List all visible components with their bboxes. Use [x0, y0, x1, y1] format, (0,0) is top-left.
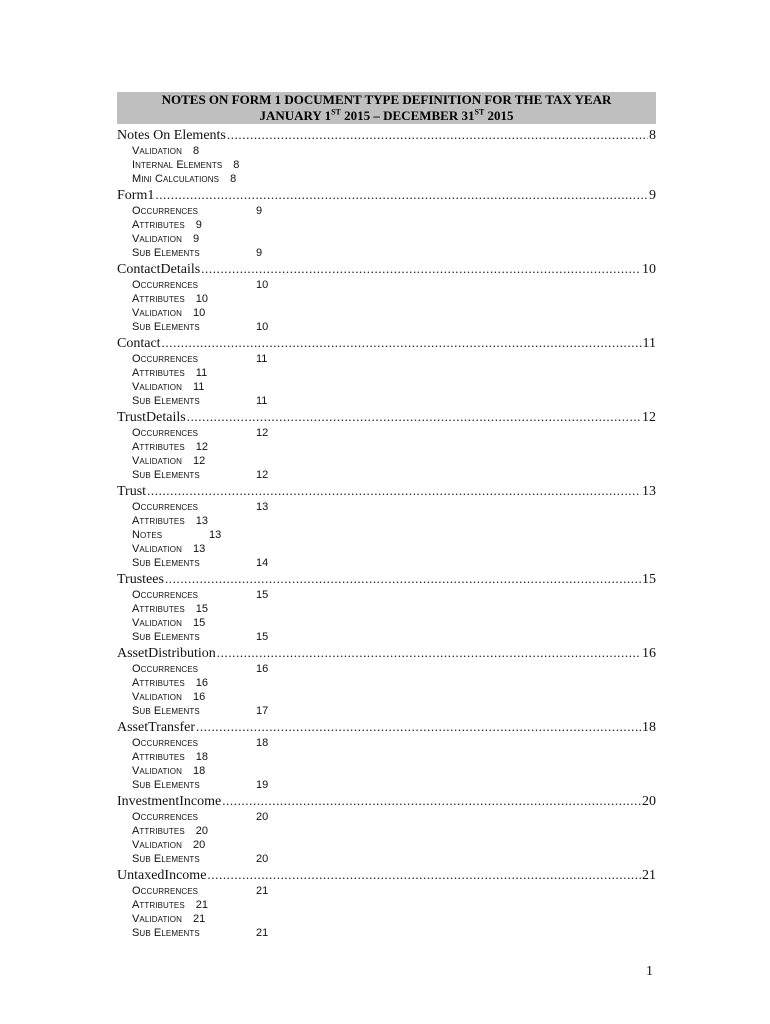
toc-subentry-label: Attributes — [132, 515, 185, 527]
table-of-contents — [117, 126, 656, 940]
toc-subentry-page: 21 — [192, 913, 206, 925]
toc-entry-page: 11 — [642, 336, 656, 351]
toc-subentry-label: Sub Elements — [132, 631, 200, 643]
toc-subentry[interactable] — [132, 912, 656, 926]
toc-subentry-page: 20 — [256, 853, 269, 865]
toc-subentry-label: Attributes — [132, 293, 185, 305]
toc-subentry-page: 8 — [230, 173, 237, 185]
toc-subentry-page: 20 — [256, 811, 269, 823]
title-superscript-2: ST — [474, 107, 485, 117]
toc-entry[interactable] — [117, 260, 656, 278]
toc-entry-title: UntaxedIncome — [117, 868, 207, 883]
toc-subentry[interactable] — [132, 736, 656, 750]
toc-subentry[interactable] — [132, 556, 656, 570]
toc-entry-title: Trust — [117, 484, 147, 499]
toc-subentry[interactable] — [132, 468, 656, 482]
toc-subentries — [132, 500, 656, 570]
toc-subentry-label: Validation — [132, 381, 182, 393]
toc-subentry[interactable] — [132, 500, 656, 514]
toc-subentry[interactable] — [132, 292, 656, 306]
toc-subentry[interactable] — [132, 898, 656, 912]
toc-subentry[interactable] — [132, 542, 656, 556]
toc-subentry-page: 15 — [192, 617, 206, 629]
toc-subentry-label: Attributes — [132, 825, 185, 837]
document-title — [117, 92, 656, 124]
toc-subentry-page: 13 — [256, 501, 269, 513]
dot-leader — [201, 260, 641, 279]
title-superscript-1: ST — [331, 107, 341, 117]
toc-subentry-label: Sub Elements — [132, 321, 200, 333]
dot-leader — [155, 186, 648, 205]
page-number: 1 — [646, 964, 653, 979]
toc-subentry[interactable] — [132, 306, 656, 320]
toc-subentries — [132, 810, 656, 866]
toc-subentry-label: Occurrences — [132, 589, 199, 601]
toc-entry[interactable] — [117, 482, 656, 500]
toc-entry-page: 20 — [642, 794, 656, 809]
toc-subentry[interactable] — [132, 380, 656, 394]
toc-subentry-label: Attributes — [132, 677, 185, 689]
toc-subentry[interactable] — [132, 824, 656, 838]
toc-subentry-page: 18 — [195, 751, 209, 763]
toc-subentry-page: 12 — [256, 427, 269, 439]
toc-entry[interactable] — [117, 866, 656, 884]
toc-subentry-page: 11 — [192, 381, 205, 393]
dot-leader — [217, 644, 641, 663]
dot-leader — [187, 408, 641, 427]
toc-subentry-page: 9 — [195, 219, 202, 231]
toc-entry-title: ContactDetails — [117, 262, 201, 277]
toc-subentry[interactable] — [132, 662, 656, 676]
toc-subentries — [132, 204, 656, 260]
toc-subentry-label: Validation — [132, 691, 182, 703]
toc-subentry[interactable] — [132, 926, 656, 940]
toc-subentry-label: Sub Elements — [132, 779, 200, 791]
toc-subentry-label: Validation — [132, 765, 182, 777]
title-line-2-part-a: JANUARY 1 — [259, 108, 332, 123]
toc-subentry-page: 13 — [192, 543, 206, 555]
toc-subentry[interactable] — [132, 366, 656, 380]
toc-subentry-page: 15 — [195, 603, 209, 615]
toc-subentry-label: Validation — [132, 307, 182, 319]
toc-subentry[interactable] — [132, 514, 656, 528]
toc-subentry-label: Occurrences — [132, 427, 199, 439]
toc-subentry[interactable] — [132, 838, 656, 852]
toc-subentry-page: 16 — [256, 663, 269, 675]
toc-subentry-page: 12 — [256, 469, 269, 481]
toc-subentry[interactable] — [132, 884, 656, 898]
toc-subentry-label: Validation — [132, 543, 182, 555]
toc-subentry-label: Sub Elements — [132, 705, 200, 717]
toc-subentry-label: Attributes — [132, 603, 185, 615]
toc-entry[interactable] — [117, 186, 656, 204]
toc-subentry-label: Attributes — [132, 899, 185, 911]
dot-leader — [222, 792, 641, 811]
toc-subentry[interactable] — [132, 588, 656, 602]
toc-entry-title: Contact — [117, 336, 161, 351]
toc-subentry-label: Attributes — [132, 367, 185, 379]
toc-entry-title: Trustees — [117, 572, 164, 587]
toc-subentry[interactable] — [132, 528, 656, 542]
toc-subentry[interactable] — [132, 352, 656, 366]
toc-subentry-label: Occurrences — [132, 353, 199, 365]
dot-leader — [196, 718, 641, 737]
toc-subentry-label: Validation — [132, 233, 182, 245]
toc-entry-page: 16 — [642, 646, 656, 661]
title-line-2-part-b: 2015 – DECEMBER 31 — [340, 108, 475, 123]
toc-subentries — [132, 588, 656, 644]
toc-subentry[interactable] — [132, 764, 656, 778]
toc-subentry[interactable] — [132, 158, 656, 172]
toc-subentry-page: 10 — [256, 321, 269, 333]
toc-subentry-label: Occurrences — [132, 811, 199, 823]
toc-subentry[interactable] — [132, 144, 656, 158]
toc-subentry[interactable] — [132, 778, 656, 792]
toc-subentry-page: 15 — [256, 631, 269, 643]
toc-entry-title: InvestmentIncome — [117, 794, 222, 809]
toc-subentry[interactable] — [132, 172, 656, 186]
toc-entry-page: 12 — [642, 410, 656, 425]
toc-entry-page: 15 — [642, 572, 656, 587]
toc-subentries — [132, 736, 656, 792]
dot-leader — [147, 482, 641, 501]
dot-leader — [207, 866, 641, 885]
toc-subentry[interactable] — [132, 810, 656, 824]
toc-subentry-label: Validation — [132, 145, 182, 157]
toc-subentry-label: Validation — [132, 913, 182, 925]
dot-leader — [162, 334, 642, 353]
toc-subentry[interactable] — [132, 440, 656, 454]
title-line-2-part-c: 2015 — [484, 108, 514, 123]
toc-subentry-page: 12 — [195, 441, 209, 453]
toc-entry-title: AssetDistribution — [117, 646, 216, 661]
toc-subentry[interactable] — [132, 426, 656, 440]
toc-subentry-label: Occurrences — [132, 885, 199, 897]
toc-subentry[interactable] — [132, 616, 656, 630]
toc-subentry[interactable] — [132, 320, 656, 334]
toc-subentry-label: Occurrences — [132, 279, 199, 291]
toc-subentry-label: Internal Elements — [132, 159, 223, 171]
toc-subentries — [132, 144, 656, 186]
toc-subentry[interactable] — [132, 218, 656, 232]
toc-subentry[interactable] — [132, 394, 656, 408]
toc-subentry[interactable] — [132, 204, 656, 218]
toc-subentry-label: Sub Elements — [132, 557, 200, 569]
title-line-2 — [117, 108, 656, 124]
toc-entry[interactable] — [117, 718, 656, 736]
toc-subentry-page: 17 — [256, 705, 269, 717]
toc-subentry-label: Validation — [132, 617, 182, 629]
toc-subentry[interactable] — [132, 278, 656, 292]
toc-subentry-page: 21 — [256, 885, 269, 897]
toc-subentry-label: Occurrences — [132, 205, 199, 217]
toc-entry-page: 18 — [642, 720, 656, 735]
toc-entry[interactable] — [117, 792, 656, 810]
toc-entry-title: Notes On Elements — [117, 128, 226, 143]
toc-entry-title: AssetTransfer — [117, 720, 196, 735]
toc-subentry-page: 9 — [192, 233, 200, 245]
toc-entry-page: 8 — [649, 128, 656, 143]
toc-subentry-label: Sub Elements — [132, 469, 200, 481]
toc-subentry[interactable] — [132, 852, 656, 866]
toc-subentry[interactable] — [132, 232, 656, 246]
toc-subentry-label: Sub Elements — [132, 395, 200, 407]
toc-subentry-page: 13 — [195, 515, 209, 527]
toc-subentries — [132, 662, 656, 718]
toc-subentry[interactable] — [132, 676, 656, 690]
toc-subentry-page: 20 — [195, 825, 209, 837]
toc-subentry-page: 19 — [256, 779, 269, 791]
toc-subentries — [132, 884, 656, 940]
toc-subentry-page: 11 — [195, 367, 208, 379]
toc-subentry-label: Occurrences — [132, 663, 199, 675]
toc-subentry[interactable] — [132, 704, 656, 718]
toc-subentry-page: 20 — [192, 839, 206, 851]
toc-subentry-page: 11 — [256, 353, 268, 365]
toc-subentries — [132, 278, 656, 334]
toc-subentry-label: Validation — [132, 839, 182, 851]
toc-subentry-page: 10 — [256, 279, 269, 291]
toc-subentry-label: Sub Elements — [132, 247, 200, 259]
dot-leader — [227, 126, 648, 145]
toc-subentry-page: 9 — [256, 205, 263, 217]
toc-entry-page: 9 — [649, 188, 656, 203]
toc-entry-title: TrustDetails — [117, 410, 186, 425]
toc-subentry-page: 18 — [192, 765, 206, 777]
toc-entry-page: 13 — [642, 484, 656, 499]
toc-subentry-page: 18 — [256, 737, 269, 749]
toc-subentry-page: 14 — [256, 557, 269, 569]
toc-entry[interactable] — [117, 408, 656, 426]
toc-subentry-page: 9 — [256, 247, 263, 259]
toc-subentry-label: Attributes — [132, 441, 185, 453]
toc-entry[interactable] — [117, 570, 656, 588]
toc-subentry-label: Mini Calculations — [132, 173, 220, 185]
toc-entry-title: Form1 — [117, 188, 155, 203]
toc-entry[interactable] — [117, 644, 656, 662]
toc-subentries — [132, 426, 656, 482]
toc-subentry[interactable] — [132, 246, 656, 260]
toc-subentry-page: 11 — [256, 395, 268, 407]
toc-entry-page: 10 — [642, 262, 656, 277]
toc-subentry[interactable] — [132, 454, 656, 468]
toc-subentry-page: 16 — [195, 677, 209, 689]
toc-subentry-page: 12 — [192, 455, 206, 467]
toc-subentry-label: Occurrences — [132, 501, 199, 513]
toc-subentry-page: 10 — [192, 307, 206, 319]
toc-subentry[interactable] — [132, 690, 656, 704]
title-line-1: NOTES ON FORM 1 DOCUMENT TYPE DEFINITION FOR THE TAX YEAR — [161, 92, 612, 107]
toc-subentries — [132, 352, 656, 408]
toc-subentry-page: 13 — [209, 529, 222, 541]
toc-subentry-page: 8 — [192, 145, 200, 157]
toc-subentry[interactable] — [132, 602, 656, 616]
toc-subentry-page: 21 — [256, 927, 269, 939]
toc-subentry-page: 16 — [192, 691, 206, 703]
toc-subentry-label: Occurrences — [132, 737, 199, 749]
dot-leader — [165, 570, 641, 589]
toc-subentry-label: Notes — [132, 529, 163, 541]
toc-entry-page: 21 — [642, 868, 656, 883]
toc-subentry-label: Attributes — [132, 219, 185, 231]
toc-subentry-label: Attributes — [132, 751, 185, 763]
toc-subentry-page: 21 — [195, 899, 209, 911]
toc-subentry[interactable] — [132, 750, 656, 764]
toc-entry[interactable] — [117, 334, 656, 352]
toc-subentry-page: 15 — [256, 589, 269, 601]
toc-subentry-page: 10 — [195, 293, 209, 305]
toc-entry[interactable] — [117, 126, 656, 144]
toc-subentry-page: 8 — [233, 159, 240, 171]
toc-subentry-label: Sub Elements — [132, 927, 200, 939]
toc-subentry-label: Sub Elements — [132, 853, 200, 865]
toc-subentry[interactable] — [132, 630, 656, 644]
toc-subentry-label: Validation — [132, 455, 182, 467]
